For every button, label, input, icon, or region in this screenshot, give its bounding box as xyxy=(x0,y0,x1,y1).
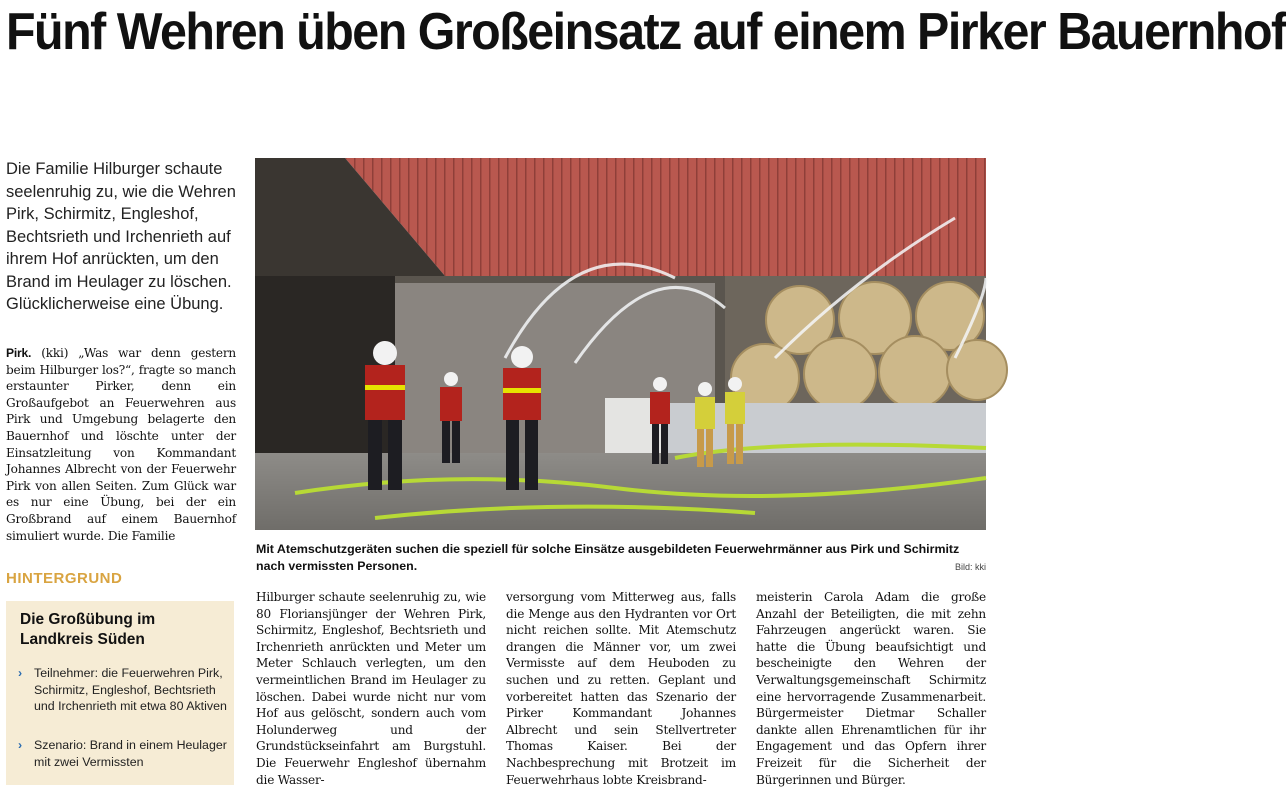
photo-credit: Bild: kki xyxy=(954,562,986,572)
background-box xyxy=(6,601,234,785)
article-intro xyxy=(6,345,236,544)
background-item xyxy=(18,737,228,770)
background-label: HINTERGRUND xyxy=(6,570,123,587)
article-column-1: Hilburger schaute seelenruhig zu, wie 80 Floriansjünger der Wehren Pirk, Schirmitz, Engleshof, Bechtsrieth und Irchenrieth anrückten und Meter um Meter Schlauch verlegten, um den vermeintlichen Brand im Heulager zu löschen. Dabei wurde nicht nur vom Hof aus gelöscht, sondern auch vom Holunderweg und der Grundstückseinfahrt am Burgstuhl. Die Feuerwehr Engleshof übernahm die Wasser- xyxy=(256,590,486,787)
firefighters-photo xyxy=(255,158,986,530)
article-column-2: versorgung vom Mitterweg aus, falls die Menge aus den Hydranten vor Ort nicht reichen sollte. Mit Atemschutz drangen die Männer vor, um zwei Vermisste auf dem Heuboden zu suchen und zu retten. Geplant und vorbereitet hatten das Szenario der Pirker Kommandant Johannes Albrecht und sein Stellvertreter Thomas Kaiser. Bei der Nachbesprechung mit Brotzeit im Feuerwehrhaus lobte Kreisbrand- xyxy=(506,590,736,787)
headline: Fünf Wehren üben Großeinsatz auf einem Pirker Bauernhof xyxy=(6,3,1286,61)
chevron-right-icon: › xyxy=(18,738,23,752)
article-intro-text: (kki) „Was war denn gestern beim Hilburger los?“, fragte so manch erstaunter Pirker, denn ein Großaufgebot an Feuerwehren aus Pirk und Umgebung belagerte den Bauernhof und löschte unter der Einsatzleitung von Kommandant Johannes Albrecht von der Feuerwehr Pirk von allen Seiten. Zum Glück war es nur eine Übung, bei der ein Großbrand auf einem Bauernhof simuliert wurde. Die Familie xyxy=(6,346,236,543)
article-column-3: meisterin Carola Adam die große Anzahl der Beteiligten, die mit zehn Fahrzeugen angerückt waren. Sie hatte die Übung beaufsichtigt und bescheinigte den Wehren der Verwaltungsgemeinschaft Schirmitz eine hervorragende Zusammenarbeit. Bürgermeister Dietmar Schaller dankte allen Ehrenamtlichen für ihr Engagement und das Opfern ihrer Freizeit für die Sicherheit der Bürgerinnen und Bürger. xyxy=(756,590,986,787)
background-item xyxy=(18,665,228,715)
chevron-right-icon: › xyxy=(18,666,23,680)
dateline: Pirk. xyxy=(6,346,32,360)
photo-caption: Mit Atemschutzgeräten suchen die speziell für solche Einsätze ausgebildeten Feuerwehrmänner aus Pirk und Schirmitz nach vermissten Personen. xyxy=(256,542,960,573)
background-item-text: Teilnehmer: die Feuerwehren Pirk, Schirmitz, Engleshof, Bechtsrieth und Irchenrieth mit etwa 80 Aktiven xyxy=(34,666,227,713)
lead-paragraph: Die Familie Hilburger schaute seelenruhig zu, wie die Wehren Pirk, Schirmitz, Engleshof, Bechtsrieth und Irchenrieth auf ihrem Hof anrückten, um den Brand im Heulager zu löschen. Glücklicherweise eine Übung. xyxy=(6,160,236,313)
background-box-title: Die Großübung im Landkreis Süden xyxy=(20,611,156,648)
article-photo xyxy=(255,158,986,530)
background-item-text: Szenario: Brand in einem Heulager mit zwei Vermissten xyxy=(34,738,227,769)
